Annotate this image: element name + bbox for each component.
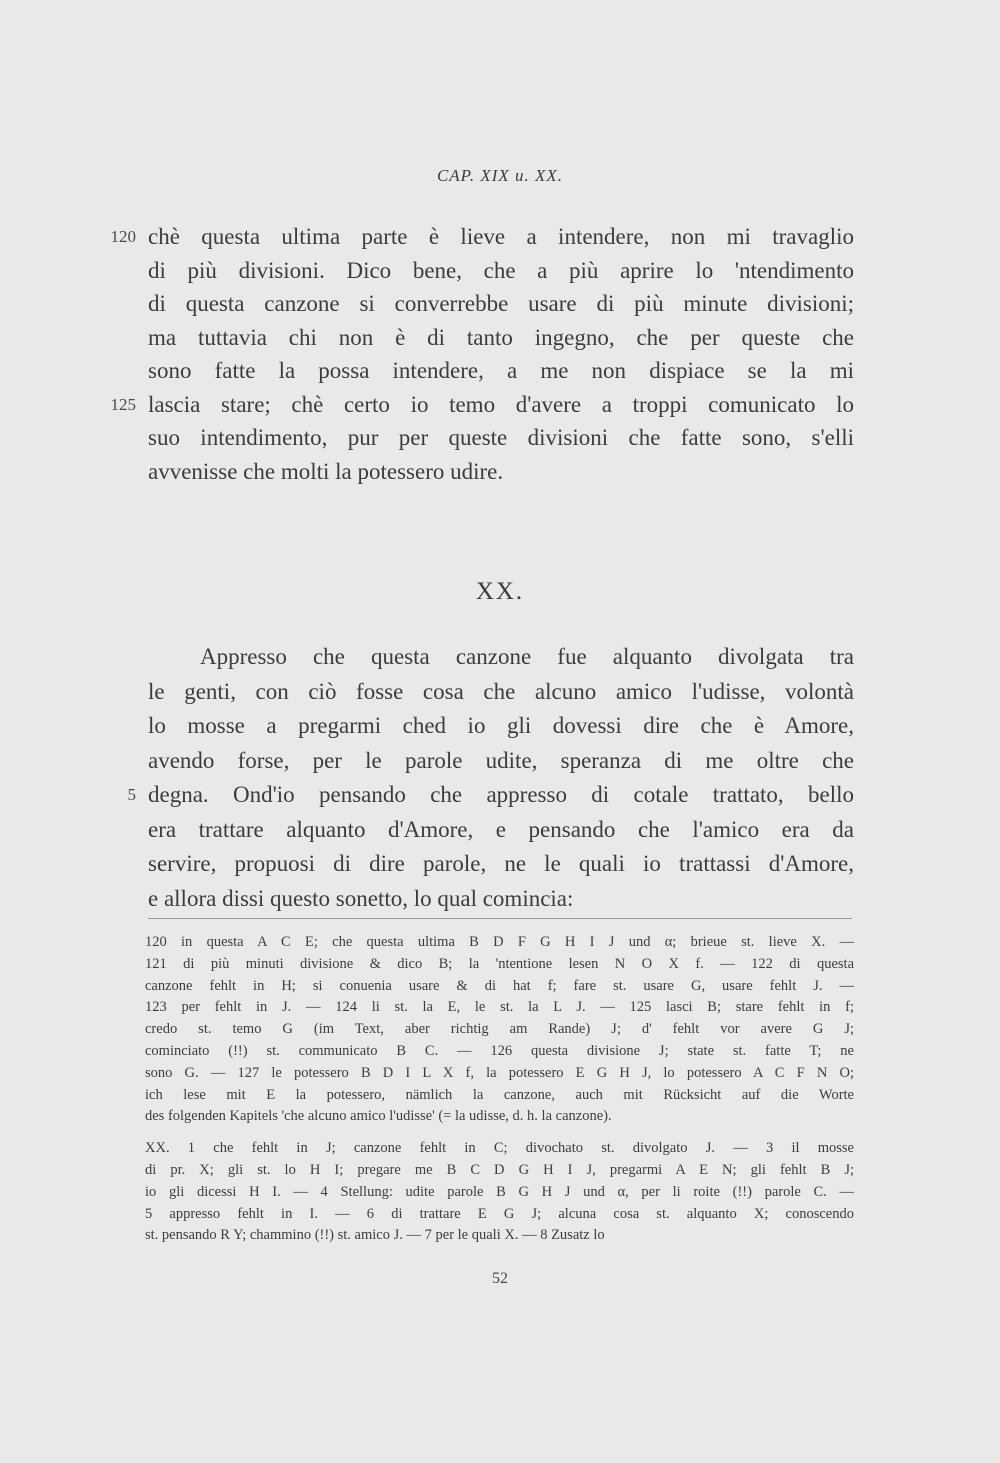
footnote-line: io gli dicessi H I. — 4 Stellung: udite parole B G H J und α, per li roite (!!) parole C. — — [145, 1183, 854, 1200]
line-number: 120 — [110, 227, 136, 246]
footnote-line: sono G. — 127 le potessero B D I L X f, la potessero E G H J, lo potessero A C F N O; — [145, 1064, 854, 1081]
footnote-line: st. pensando R Y; chammino (!!) st. amico J. — 7 per le quali X. — 8 Zusatz lo — [145, 1227, 605, 1244]
footnote-line: 123 per fehlt in J. — 124 li st. la E, le st. la L J. — 125 lasci B; stare fehlt in f; — [145, 999, 854, 1016]
footnote-line: cominciato (!!) st. communicato B C. — 126 questa divisione J; state st. fatte T; ne — [145, 1043, 854, 1059]
footnote-line: di pr. X; gli st. lo H I; pregare me B C D G H I J, pregarmi A E N; gli fehlt B J; — [145, 1162, 854, 1178]
footnote-rule — [148, 918, 852, 919]
footnote-line: canzone fehlt in H; si conuenia usare & di hat f; fare st. usare G, usare fehlt J. — — [145, 977, 854, 994]
footnote-line: 121 di più minuti divisione & dico B; la 'ntentione lesen N O X f. — 122 di questa — [145, 955, 854, 972]
text-line: Appresso che questa canzone fue alquanto divolgata tra — [200, 644, 854, 669]
running-head: CAP. XIX u. XX. — [436, 166, 564, 185]
text-line: suo intendimento, pur per queste divisioni che fatte sono, s'elli — [148, 425, 854, 450]
chapter-title: XX. — [475, 578, 525, 605]
text-line: di più divisioni. Dico bene, che a più aprire lo 'ntendimento — [148, 257, 854, 283]
text-line: chè questa ultima parte è lieve a intendere, non mi travaglio — [148, 224, 854, 249]
text-line: avvenisse che molti la potessero udire. — [148, 458, 504, 484]
text-line: lo mosse a pregarmi ched io gli dovessi dire che è Amore, — [148, 713, 854, 738]
text-line: ma tuttavia chi non è di tanto ingegno, che per queste che — [148, 324, 854, 350]
line-number: 125 — [110, 394, 136, 414]
text-line: avendo forse, per le parole udite, speranza di me oltre che — [148, 747, 854, 773]
text-line: di questa canzone si converrebbe usare di più minute divisioni; — [148, 291, 854, 316]
text-line: e allora dissi questo sonetto, lo qual comincia: — [148, 885, 574, 911]
text-line: degna. Ond'io pensando che appresso di cotale trattato, bello — [148, 782, 854, 807]
page-number: 52 — [492, 1270, 508, 1287]
text-line: sono fatte la possa intendere, a me non dispiace se la mi — [148, 358, 854, 383]
text-line: servire, propuosi di dire parole, ne le quali io trattassi d'Amore, — [148, 851, 854, 876]
footnote-line: 120 in questa A C E; che questa ultima B D F G H I J und α; brieue st. lieve X. — — [145, 934, 854, 950]
text-line: lascia stare; chè certo io temo d'avere a troppi comunicato lo — [148, 391, 854, 417]
footnote-line: XX. 1 che fehlt in J; canzone fehlt in C; divochato st. divolgato J. — 3 il mosse — [145, 1140, 854, 1157]
text-line: era trattare alquanto d'Amore, e pensando che l'amico era da — [148, 816, 854, 842]
line-number: 5 — [127, 785, 136, 804]
footnote-line: credo st. temo G (im Text, aber richtig am Rande) J; d' fehlt vor avere G J; — [145, 1021, 854, 1038]
text-line: le genti, con ciò fosse cosa che alcuno amico l'udisse, volontà — [148, 678, 854, 704]
footnote-line: 5 appresso fehlt in I. — 6 di trattare E G J; alcuna cosa st. alquanto X; conoscendo — [145, 1205, 854, 1222]
footnote-line: ich lese mit E la potessero, nämlich la canzone, auch mit Rücksicht auf die Worte — [145, 1086, 854, 1103]
footnote-line: des folgenden Kapitels 'che alcuno amico l'udisse' (= la udisse, d. h. la canzone). — [145, 1108, 612, 1125]
